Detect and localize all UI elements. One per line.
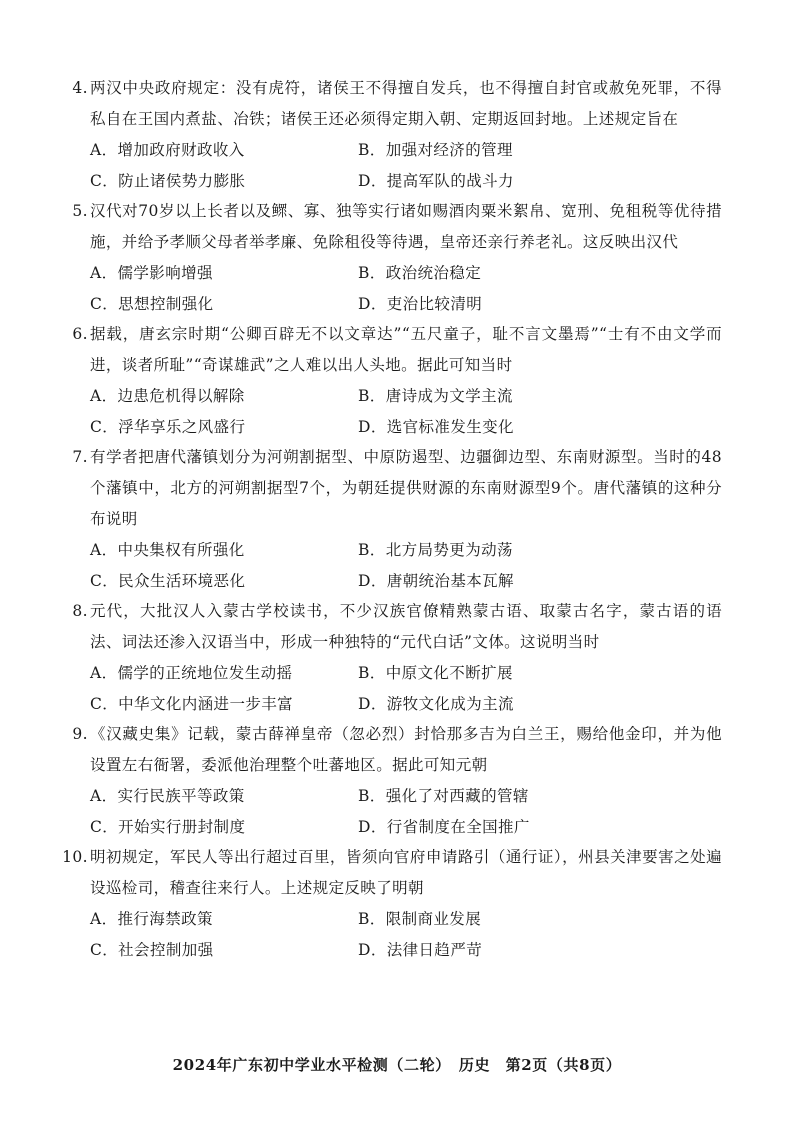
option-a: A．推行海禁政策 — [90, 910, 213, 928]
option-b: B．中原文化不断扩展 — [358, 664, 513, 682]
option-a: A．中央集权有所强化 — [90, 541, 245, 559]
option-group — [62, 381, 722, 442]
option-group — [62, 658, 722, 719]
option-d: D．行省制度在全国推广 — [358, 817, 530, 836]
question-stem: 明初规定，军民人等出行超过百里，皆须向官府申请路引（通行证），州县关津要害之处遍设巡检司，稽查往来行人。上述规定反映了明朝 — [90, 848, 722, 897]
option-c: C．社会控制加强 — [90, 940, 214, 959]
question-7 — [62, 442, 722, 596]
question-number: 10. — [62, 848, 88, 866]
option-c: C．中华文化内涵进一步丰富 — [90, 694, 294, 713]
option-b: B．政治统治稳定 — [358, 264, 482, 282]
option-a: A．增加政府财政收入 — [90, 141, 245, 159]
question-10 — [62, 842, 722, 965]
option-b: B．限制商业发展 — [358, 910, 482, 928]
option-group — [62, 781, 722, 842]
question-8 — [62, 596, 722, 719]
option-d: D．吏治比较清明 — [358, 294, 483, 313]
option-a: A．儒学影响增强 — [90, 264, 213, 282]
question-number: 6. — [72, 325, 88, 343]
option-b: B．唐诗成为文学主流 — [358, 387, 513, 405]
option-group — [62, 258, 722, 319]
option-c: C．浮华享乐之风盛行 — [90, 417, 246, 436]
question-number: 9. — [72, 725, 88, 743]
question-list — [62, 73, 722, 965]
question-stem: 汉代对70岁以上长者以及鳏、寡、独等实行诸如赐酒肉粟米絮帛、宽刑、免租税等优待措施，并给予孝顺父母者举孝廉、免除租役等待遇，皇帝还亲行养老礼。这反映出汉代 — [90, 202, 722, 251]
question-5 — [62, 196, 722, 319]
option-group — [62, 904, 722, 965]
option-group — [62, 135, 722, 196]
question-number: 7. — [72, 448, 88, 466]
question-number: 8. — [72, 602, 88, 620]
page-footer: 2024年广东初中学业水平检测（二轮） 历史 第2页（共8页） — [172, 1056, 622, 1074]
question-6 — [62, 319, 722, 442]
option-a: A．边患危机得以解除 — [90, 387, 245, 405]
option-c: C．思想控制强化 — [90, 294, 214, 313]
question-stem: 有学者把唐代藩镇划分为河朔割据型、中原防遏型、边疆御边型、东南财源型。当时的48个藩镇中，北方的河朔割据型7个，为朝廷提供财源的东南财源型9个。唐代藩镇的这种分布说明 — [90, 448, 722, 528]
option-b: B．加强对经济的管理 — [358, 141, 513, 159]
question-number: 5. — [72, 202, 88, 220]
option-group — [62, 535, 722, 596]
option-d: D．选官标准发生变化 — [358, 417, 514, 436]
option-c: C．开始实行册封制度 — [90, 817, 246, 836]
option-b: B．强化了对西藏的管辖 — [358, 787, 529, 805]
option-d: D．游牧文化成为主流 — [358, 694, 514, 713]
question-stem: 《汉藏史集》记载，蒙古薛禅皇帝（忽必烈）封恰那多吉为白兰王，赐给他金印，并为他设置左右衙署，委派他治理整个吐蕃地区。据此可知元朝 — [90, 725, 722, 774]
question-stem: 据载，唐玄宗时期“公卿百辟无不以文章达”“五尺童子，耻不言文墨焉”“士有不由文学而进，谈者所耻”“奇谋雄武”之人难以出人头地。据此可知当时 — [90, 325, 722, 374]
option-a: A．实行民族平等政策 — [90, 787, 245, 805]
option-b: B．北方局势更为动荡 — [358, 541, 513, 559]
option-d: D．法律日趋严苛 — [358, 940, 483, 959]
question-number: 4. — [72, 79, 88, 97]
option-a: A．儒学的正统地位发生动摇 — [90, 664, 293, 682]
question-stem: 元代，大批汉人入蒙古学校读书，不少汉族官僚精熟蒙古语、取蒙古名字，蒙古语的语法、词法还渗入汉语当中，形成一种独特的“元代白话”文体。这说明当时 — [90, 602, 722, 651]
option-c: C．民众生活环境恶化 — [90, 571, 246, 590]
question-9 — [62, 719, 722, 842]
option-d: D．唐朝统治基本瓦解 — [358, 571, 514, 590]
question-4 — [62, 73, 722, 196]
option-c: C．防止诸侯势力膨胀 — [90, 171, 246, 190]
option-d: D．提高军队的战斗力 — [358, 171, 514, 190]
question-stem: 两汉中央政府规定：没有虎符，诸侯王不得擅自发兵，也不得擅自封官或赦免死罪，不得私自在王国内煮盐、冶铁；诸侯王还必须得定期入朝、定期返回封地。上述规定旨在 — [90, 79, 722, 128]
